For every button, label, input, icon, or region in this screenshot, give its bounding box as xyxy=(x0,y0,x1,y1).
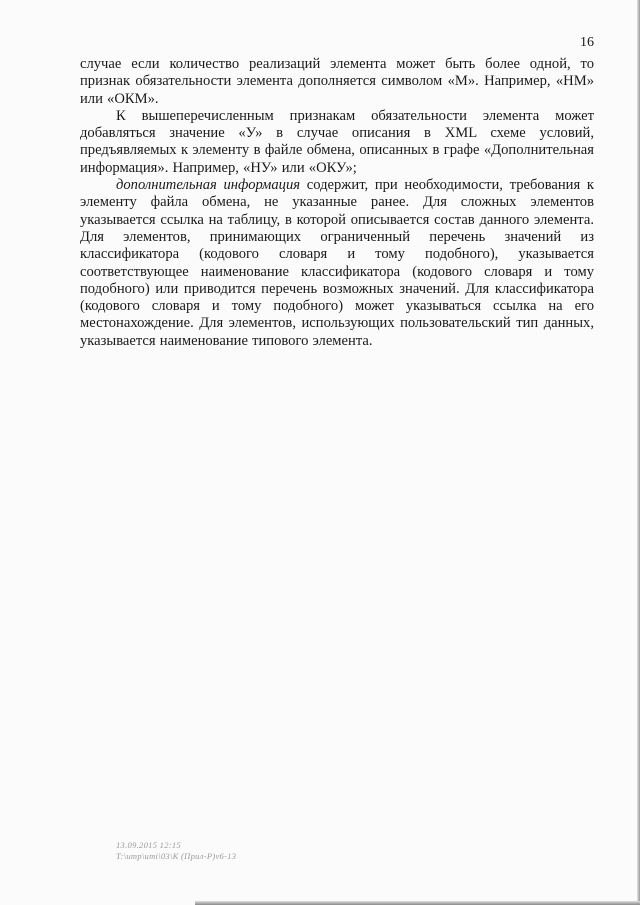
paragraph-mandatory-symbol-u: К вышеперечисленным признакам обязательности элемента может добавляться значение «У» в случае описания в XML схеме условий, предъявляемых к элементу в файле обмена, описанных в графе «Дополнительная информация». Например, «НУ» или «ОКУ»; xyxy=(80,107,594,176)
file-stamp xyxy=(116,840,236,862)
term-additional-info: дополнительная информация xyxy=(116,177,301,194)
file-stamp-date: 13.09.2015 12:15 xyxy=(116,840,182,850)
paragraph-mandatory-symbol-m: случае если количество реализаций элемента может быть более одной, то признак обязательности элемента дополняется символом «М». Например, «НМ» или «ОКМ». xyxy=(80,56,594,107)
paragraph-additional-info-text: содержит, при необходимости, требования к элементу файла обмена, не указанные ранее. Для сложных элементов указывается ссылка на таблицу, в которой описывается состав данного элемента. Для элементов, принимающих ограниченный перечень значений из классификатора (кодового словаря и тому подобного), указывается соответствующее наименование классификатора (кодового словаря и тому подобного) или приводится перечень возможных значений. Для классификатора (кодового словаря и тому подобного) может указываться ссылка на его местонахождение. Для элементов, использующих пользовательский тип данных, указывается наименование типового элемента. xyxy=(80,177,594,349)
paragraph-additional-info xyxy=(80,177,594,350)
document-body xyxy=(80,56,594,350)
file-stamp-path: T:\ump\umi\03\K (Прил-Р)v6-13 xyxy=(116,851,237,861)
page-edge-bottom xyxy=(195,901,640,905)
page-number: 16 xyxy=(580,35,594,50)
